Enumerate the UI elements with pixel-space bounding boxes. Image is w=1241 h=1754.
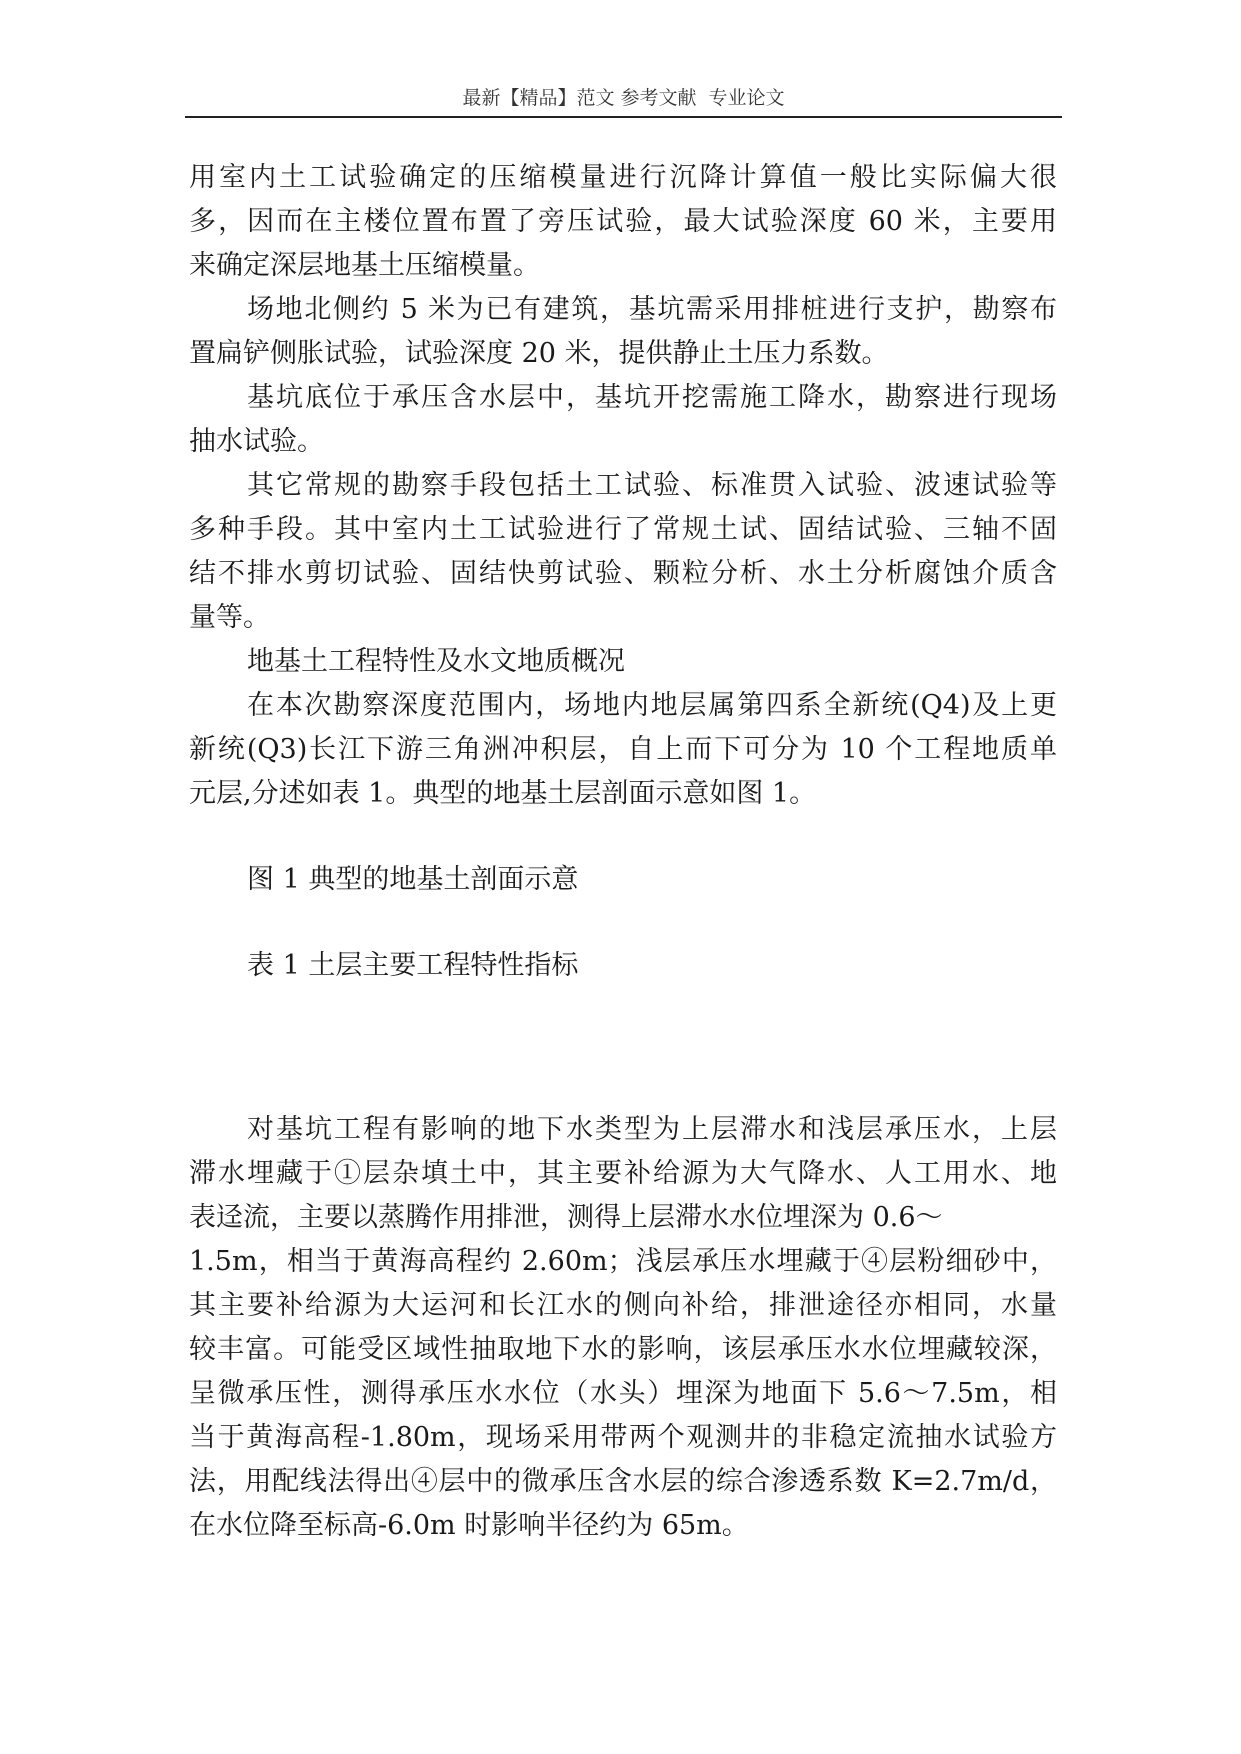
text-line: 法，用配线法得出④层中的微承压含水层的综合渗透系数 K=2.7m/d， [189,1466,1057,1497]
text-line: 1.5m，相当于黄海高程约 2.60m；浅层承压水埋藏于④层粉细砂中， [189,1246,1057,1277]
page-header: 最新【精品】范文 参考文献 专业论文 [462,87,785,109]
text-line: 抽水试验。 [189,426,324,457]
text-line: 较丰富。可能受区域性抽取地下水的影响，该层承压水水位埋藏较深， [189,1334,1057,1365]
paragraph-1 [189,156,1057,288]
figure-caption: 图 1 典型的地基土剖面示意 [247,864,579,895]
header-divider [185,116,1062,118]
text-line: 其它常规的勘察手段包括土工试验、标准贯入试验、波速试验等 [247,470,1057,501]
text-line: 表迳流，主要以蒸腾作用排泄，测得上层滞水水位埋深为 0.6～ [189,1202,943,1233]
spacer [189,988,1057,1108]
text-line: 呈微承压性，测得承压水水位（水头）埋深为地面下 5.6～7.5m，相 [189,1378,1057,1409]
text-line: 来确定深层地基土压缩模量。 [189,250,540,281]
text-line: 置扁铲侧胀试验，试验深度 20 米，提供静止土压力系数。 [189,338,889,369]
text-line: 其主要补给源为大运河和长江水的侧向补给，排泄途径亦相同，水量 [189,1290,1057,1321]
text-line: 新统(Q3)长江下游三角洲冲积层，自上而下可分为 10 个工程地质单 [189,734,1057,765]
text-line: 在本次勘察深度范围内，场地内地层属第四系全新统(Q4)及上更 [247,690,1057,721]
paragraph-5 [189,684,1057,816]
text-line: 多，因而在主楼位置布置了旁压试验，最大试验深度 60 米，主要用 [189,206,1057,237]
text-line: 基坑底位于承压含水层中，基坑开挖需施工降水，勘察进行现场 [247,382,1057,413]
spacer [189,816,1057,858]
text-line: 结不排水剪切试验、固结快剪试验、颗粒分析、水土分析腐蚀介质含 [189,558,1057,589]
spacer [189,902,1057,944]
text-line: 场地北侧约 5 米为已有建筑，基坑需采用排桩进行支护，勘察布 [247,294,1057,325]
paragraph-6 [189,1108,1057,1548]
text-line: 多种手段。其中室内土工试验进行了常规土试、固结试验、三轴不固 [189,514,1057,545]
paragraph-3 [189,376,1057,464]
document-body [189,156,1057,1548]
paragraph-2 [189,288,1057,376]
section-heading: 地基土工程特性及水文地质概况 [247,646,625,677]
text-line: 元层,分述如表 1。典型的地基土层剖面示意如图 1。 [189,778,817,809]
text-line: 用室内土工试验确定的压缩模量进行沉降计算值一般比实际偏大很 [189,162,1057,193]
paragraph-4 [189,464,1057,640]
text-line: 滞水埋藏于①层杂填土中，其主要补给源为大气降水、人工用水、地 [189,1158,1057,1189]
text-line: 当于黄海高程-1.80m，现场采用带两个观测井的非稳定流抽水试验方 [189,1422,1057,1453]
table-caption: 表 1 土层主要工程特性指标 [247,950,579,981]
text-line: 对基坑工程有影响的地下水类型为上层滞水和浅层承压水，上层 [247,1114,1057,1145]
text-line: 在水位降至标高-6.0m 时影响半径约为 65m。 [189,1510,749,1541]
text-line: 量等。 [189,602,270,633]
